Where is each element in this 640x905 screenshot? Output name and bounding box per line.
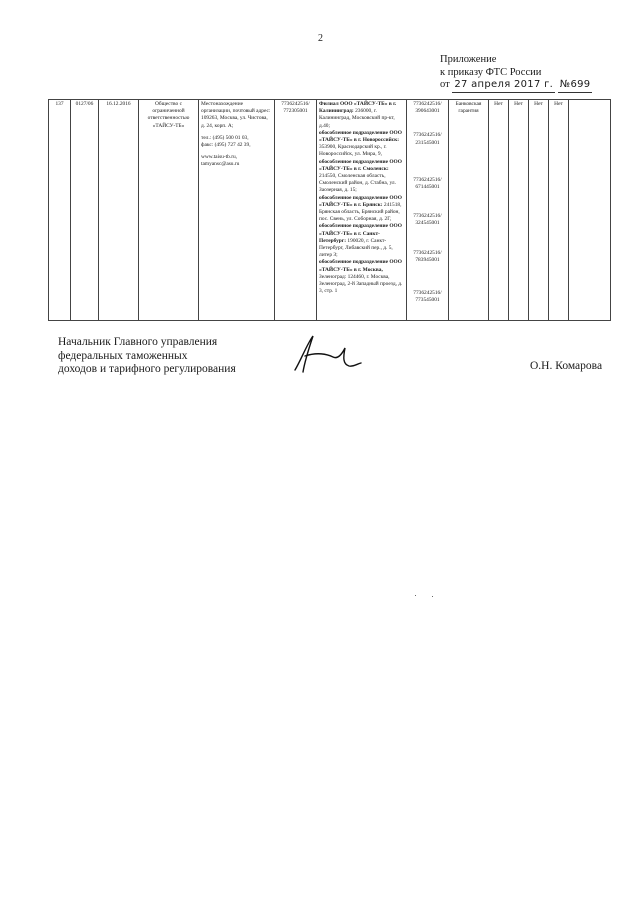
scan-speck [415, 595, 416, 596]
division-inn: 7736242516/ 783945001 [413, 249, 442, 263]
division-item: обособленное подразделение ООО «ТАЙСУ-ТБ» в г. Брянск: 241518, Брянская область, Брянский район, пос. Свень, ул. Соборная, д. 2Г, [319, 194, 402, 223]
org-email: tamyansc@asu.ru [201, 161, 240, 168]
appendix-date-line [440, 79, 592, 93]
appendix-number: №699 [558, 79, 593, 93]
division-item: обособленное подразделение ООО «ТАЙСУ-ТБ» в г. Смоленск: 214550, Смоленская область, Смоленский район, д. Стабна, ул. Заозерная, д. 15; [319, 158, 402, 194]
appendix-date-prefix: от [440, 79, 450, 90]
cell-flag: Нет [489, 100, 509, 321]
appendix-header [440, 54, 592, 93]
cell-org-name: Общество с ограниченной ответственностью «ТАЙСУ-ТБ» [139, 100, 199, 321]
division-item: обособленное подразделение ООО «ТАЙСУ-ТБ» в г. Новороссийск: 353900, Краснодарский кр., г. Новороссийск, ул. Мира, 9, [319, 129, 402, 158]
table-row [49, 100, 611, 321]
division-inn: 7736242516/ 773545001 [413, 290, 442, 304]
cell-empty [569, 100, 611, 321]
division-inn: 7736242516/ 324545001 [413, 213, 442, 227]
division-inn: 7736242516/ 231545001 [413, 132, 442, 146]
appendix-date: 27 апреля 2017 г. [452, 79, 555, 93]
cell-divisions [317, 100, 407, 321]
cell-row-number: 137 [49, 100, 71, 321]
division-item: обособленное подразделение ООО «ТАЙСУ-ТБ» в г. Санкт-Петербург: 190020, г. Санкт-Петербург, Либавский пер., д. 5, литер З; [319, 223, 402, 259]
appendix-title: Приложение [440, 54, 497, 65]
cell-division-inns [407, 100, 449, 321]
appendix-order: к приказу ФТС России [440, 66, 542, 78]
cell-reg-number: 0127/06 [71, 100, 99, 321]
cell-date: 16.12.2016 [99, 100, 139, 321]
org-website: www.taisu-tb.ru, [201, 154, 238, 161]
handwritten-signature [287, 330, 367, 376]
cell-flag: Нет [549, 100, 569, 321]
org-fax: факс: (495) 727 42 39, [201, 142, 251, 149]
signatory-title [58, 336, 236, 377]
signatory-title-line: Начальник Главного управления [58, 336, 218, 348]
scan-speck [432, 596, 433, 597]
cell-flag: Нет [529, 100, 549, 321]
signatory-title-line: федеральных таможенных [58, 349, 188, 362]
cell-contacts [199, 100, 275, 321]
division-inn: 7736242516/ 671445001 [413, 176, 442, 191]
division-item: Филиал ООО «ТАЙСУ-ТБ» в г. Калининград: 236000, г. Калининград, Московский пр-кт, д.40; [319, 101, 397, 129]
cell-flag: Нет [509, 100, 529, 321]
org-phone: тел.: (495) 500 01 03, [201, 134, 249, 141]
page-number: 2 [318, 33, 323, 44]
cell-inn-kpp: 7736242516/ 772305001 [275, 100, 317, 321]
division-item: обособленное подразделение ООО «ТАЙСУ-ТБ» в г. Москва, Зеленоград: 124460, г. Москва, Зеленоград, 2-й Западный проезд, д. 3, стр. 1 [319, 259, 403, 295]
division-inn: 7736242516/ 390643001 [413, 101, 442, 115]
signer-name: О.Н. Комарова [530, 360, 603, 372]
org-address: Местонахождение организации, почтовый адрес: 109263, Москва, ул. Чистова, д. 24, корп. А; [201, 101, 271, 129]
cell-guarantee: Банковская гарантия [449, 100, 489, 321]
signatory-title-line: доходов и тарифного регулирования [58, 363, 236, 375]
registry-table [48, 99, 611, 321]
